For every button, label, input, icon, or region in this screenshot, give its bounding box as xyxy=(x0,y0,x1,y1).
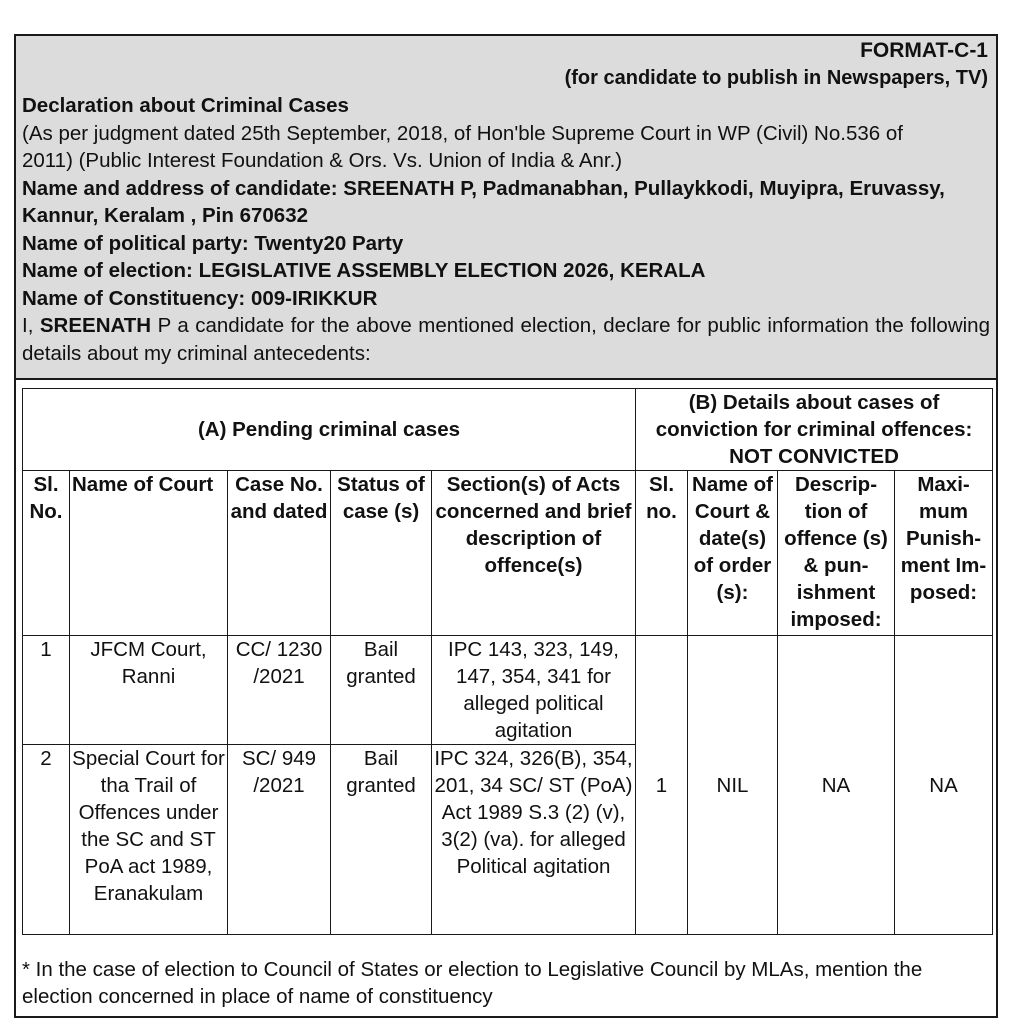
election-line xyxy=(22,257,990,285)
declaration-frame xyxy=(14,34,998,1018)
candidate-label: Name and address of candidate: xyxy=(22,176,338,200)
declaration-title: Declaration about Criminal Cases xyxy=(22,94,349,117)
conviction-description: NA xyxy=(778,636,895,935)
party-label: Name of political party: xyxy=(22,231,249,255)
constituency-label: Name of Constituency: xyxy=(22,286,246,310)
row-1-status: Bail granted xyxy=(331,636,432,745)
section-b-line-1: (B) Details about cases of xyxy=(688,391,940,414)
party-value: Twenty20 Party xyxy=(254,231,404,255)
declaration-statement xyxy=(22,312,990,367)
col-header-status: Status of case (s) xyxy=(331,471,432,636)
col-header-b-description: Descrip-tion of offence (s) & pun-ishment imposed: xyxy=(778,471,895,636)
col-header-sections: Section(s) of Acts concerned and brief description of offence(s) xyxy=(432,471,636,636)
judgment-line-2: 2011) (Public Interest Foundation & Ors. Vs. Union of India & Anr.) xyxy=(22,149,623,172)
row-2-case-no: SC/ 949 /2021 xyxy=(228,745,331,935)
election-value: LEGISLATIVE ASSEMBLY ELECTION 2026, KERALA xyxy=(198,259,706,282)
col-header-case-no: Case No. and dated xyxy=(228,471,331,636)
format-code: FORMAT-C-1 xyxy=(860,39,988,62)
decl-rest: P a candidate for the above mentioned election, declare for public information the following details about my criminal antecedents: xyxy=(22,314,990,365)
row-2-court: Special Court for tha Trail of Offences under the SC and ST PoA act 1989, Eranakulam xyxy=(70,745,228,935)
format-note: (for candidate to publish in Newspapers, TV) xyxy=(564,67,988,89)
row-2-sections: IPC 324, 326(B), 354, 201, 34 SC/ ST (PoA) Act 1989 S.3 (2) (v), 3(2) (va). for alleged Political agitation xyxy=(432,745,636,935)
section-b-heading xyxy=(636,389,993,471)
conviction-punishment: NA xyxy=(895,636,993,935)
decl-name: SREENATH xyxy=(39,314,152,337)
table-row xyxy=(23,636,993,745)
constituency-value: 009-IRIKKUR xyxy=(250,286,378,310)
col-header-b-sl: Sl. no. xyxy=(636,471,688,636)
footnote: * In the case of election to Council of States or election to Legislative Council by MLAs, mention the election concerned in place of name of constituency xyxy=(22,958,923,1008)
col-header-b-court: Name of Court & date(s) of order (s): xyxy=(688,471,778,636)
candidate-value-1: SREENATH P, Padmanabhan, Pullaykkodi, Muyipra, Eruvassy, xyxy=(343,176,945,200)
declaration-header xyxy=(16,36,996,380)
col-header-court: Name of Court xyxy=(70,471,228,636)
row-2-sl: 2 xyxy=(23,745,70,935)
section-a-heading: (A) Pending criminal cases xyxy=(23,389,636,471)
row-1-sl: 1 xyxy=(23,636,70,745)
col-header-sl: Sl. No. xyxy=(23,471,70,636)
col-header-b-punishment: Maxi-mum Punish-ment Im-posed: xyxy=(895,471,993,636)
election-label: Name of election: xyxy=(22,259,193,282)
party-line xyxy=(22,230,990,258)
section-b-line-3: NOT CONVICTED xyxy=(729,445,899,468)
conviction-court: NIL xyxy=(688,636,778,935)
constituency-line xyxy=(22,285,990,313)
decl-prefix: I, xyxy=(22,314,34,337)
judgment-line-1: (As per judgment dated 25th September, 2018, of Hon'ble Supreme Court in WP (Civil) No.536 of xyxy=(22,121,903,145)
row-2-status: Bail granted xyxy=(331,745,432,935)
conviction-sl: 1 xyxy=(636,636,688,935)
row-1-sections: IPC 143, 323, 149, 147, 354, 341 for alleged political agitation xyxy=(432,636,636,745)
row-1-court: JFCM Court, Ranni xyxy=(70,636,228,745)
candidate-value-2: Kannur, Keralam , Pin 670632 xyxy=(22,204,308,227)
candidate-line-1 xyxy=(22,175,990,203)
section-b-line-2: conviction for criminal offences: xyxy=(655,418,973,441)
row-1-case-no: CC/ 1230 /2021 xyxy=(228,636,331,745)
criminal-cases-table xyxy=(22,388,993,935)
